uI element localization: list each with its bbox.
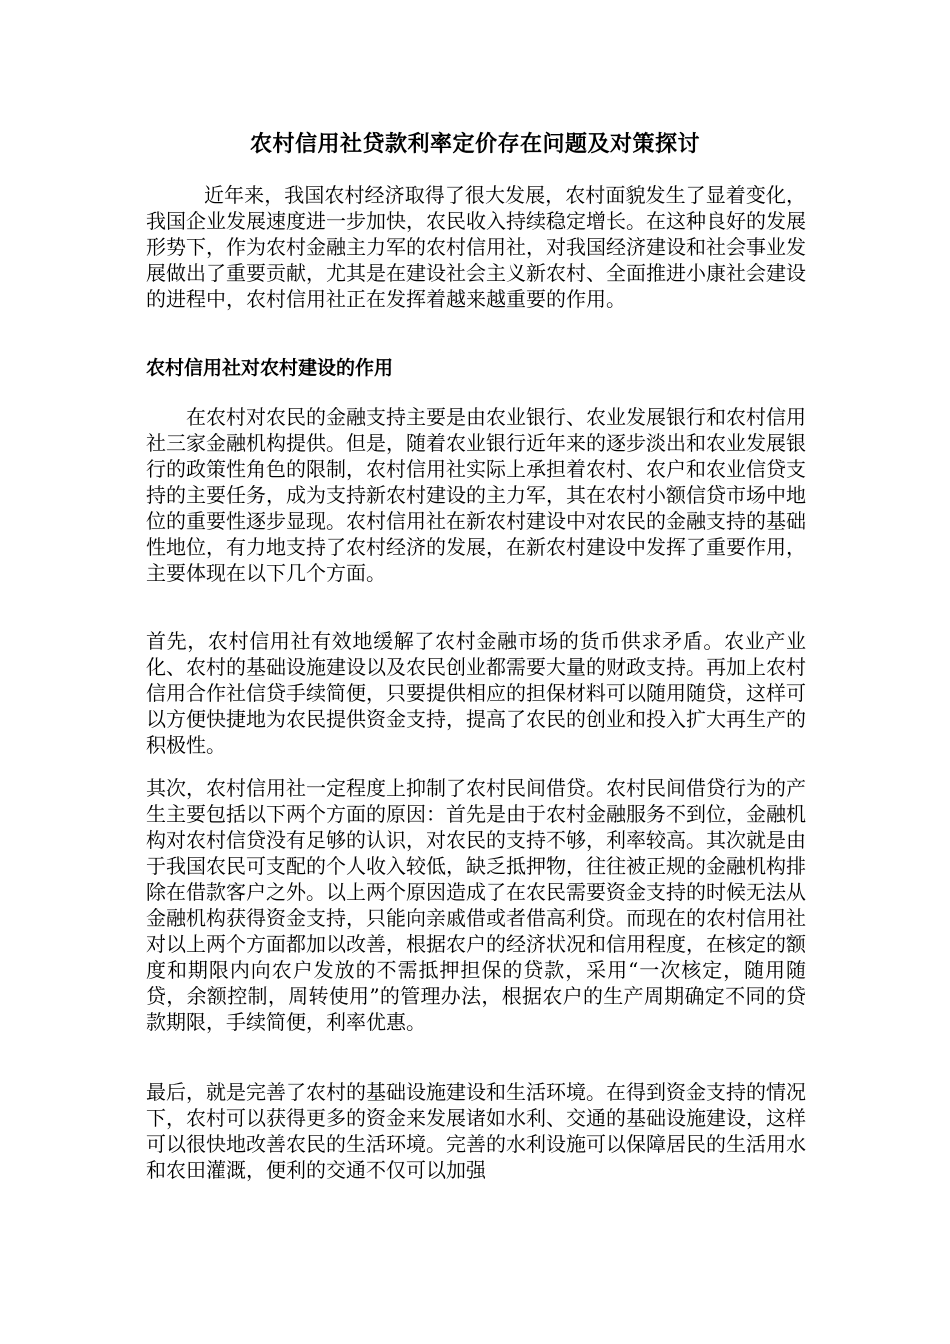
paragraph-last-point: 最后，就是完善了农村的基础设施建设和生活环境。在得到资金支持的情况下，农村可以获得更多的资金来发展诸如水利、交通的基础设施建设，这样可以很快地改善农民的生活环境。完善的水利设施可以保障居民的生活用水和农田灌溉，便利的交通不仅可以加强	[146, 1080, 806, 1182]
paragraph-first-point: 首先，农村信用社有效地缓解了农村金融市场的货币供求矛盾。农业产业化、农村的基础设施建设以及农民创业都需要大量的财政支持。再加上农村信用合作社信贷手续简便，只要提供相应的担保材料可以随用随贷，这样可以方便快捷地为农民提供资金支持，提高了农民的创业和投入扩大再生产的积极性。	[146, 629, 806, 757]
document-title: 农村信用社贷款利率定价存在问题及对策探讨	[249, 131, 700, 157]
intro-paragraph: 近年来，我国农村经济取得了很大发展，农村面貌发生了显着变化，我国企业发展速度进一步加快，农民收入持续稳定增长。在这种良好的发展形势下，作为农村金融主力军的农村信用社，对我国经济建设和社会事业发展做出了重要贡献，尤其是在建设社会主义新农村、全面推进小康社会建设的进程中，农村信用社正在发挥着越来越重要的作用。	[146, 183, 806, 311]
paragraph-second-point: 其次，农村信用社一定程度上抑制了农村民间借贷。农村民间借贷行为的产生主要包括以下两个方面的原因：首先是由于农村金融服务不到位，金融机构对农村信贷没有足够的认识，对农民的支持不够，利率较高。其次就是由于我国农民可支配的个人收入较低，缺乏抵押物，往往被正规的金融机构排除在借款客户之外。以上两个原因造成了在农民需要资金支持的时候无法从金融机构获得资金支持，只能向亲戚借或者借高利贷。而现在的农村信用社对以上两个方面都加以改善，根据农户的经济状况和信用程度，在核定的额度和期限内向农户发放的不需抵押担保的贷款，采用“一次核定，随用随贷，余额控制，周转使用”的管理办法，根据农户的生产周期确定不同的贷款期限，手续简便，利率优惠。	[146, 776, 806, 1034]
section-heading: 农村信用社对农村建设的作用	[146, 357, 394, 379]
paragraph-financial-support: 在农村对农民的金融支持主要是由农业银行、农业发展银行和农村信用社三家金融机构提供。但是，随着农业银行近年来的逐步淡出和农业发展银行的政策性角色的限制，农村信用社实际上承担着农村、农户和农业信贷支持的主要任务，成为支持新农村建设的主力军，其在农村小额信贷市场中地位的重要性逐步显现。农村信用社在新农村建设中对农民的金融支持的基础性地位，有力地支持了农村经济的发展，在新农村建设中发挥了重要作用，主要体现在以下几个方面。	[146, 405, 806, 585]
